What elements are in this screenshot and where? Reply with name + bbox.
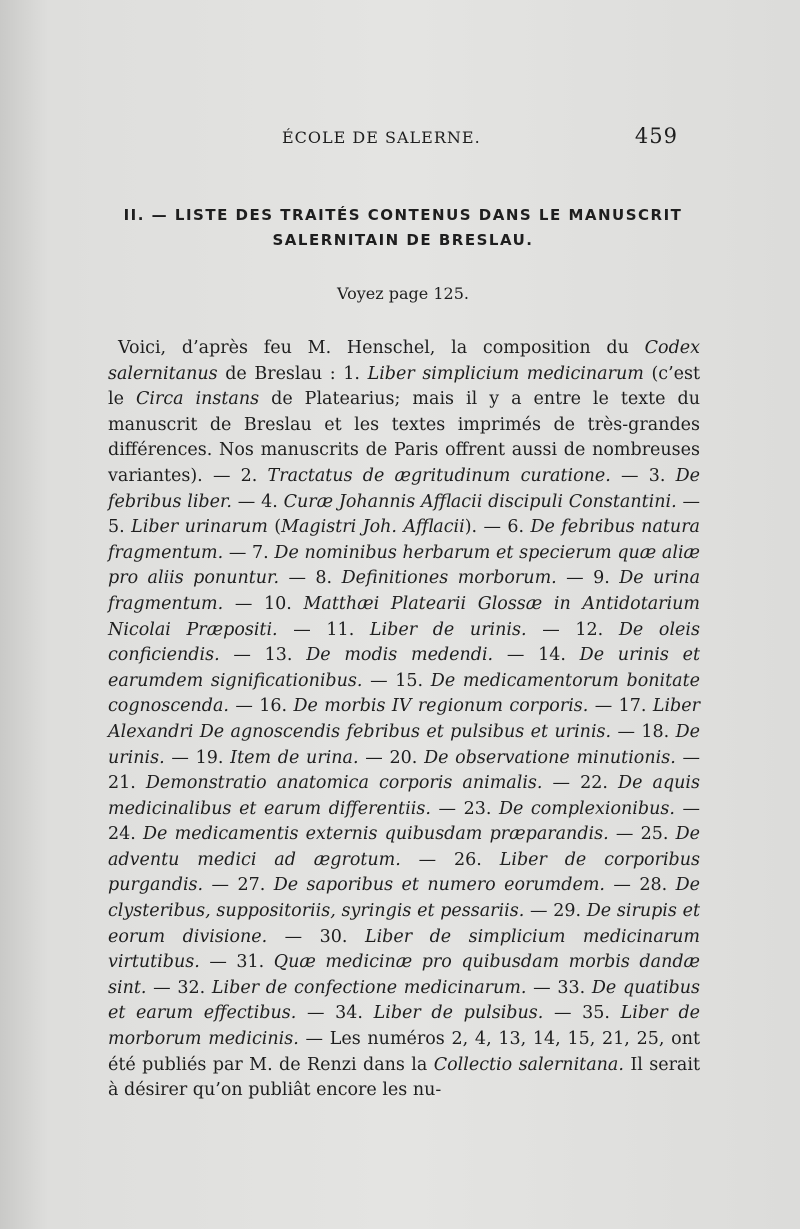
italic-title-segment: Codex salernitanus bbox=[108, 338, 700, 384]
italic-title-segment: De sirupis et eorum divisione. bbox=[108, 901, 700, 947]
text-segment: — 34. bbox=[296, 1003, 374, 1024]
text-segment: — 21. bbox=[108, 747, 700, 794]
text-segment: — 24. bbox=[108, 798, 700, 845]
section-title-line-1: II. — LISTE DES TRAITÉS CONTENUS DANS LE MANUSCRIT bbox=[123, 206, 683, 224]
text-segment: — 23. bbox=[430, 798, 499, 819]
italic-title-segment: De medicamentorum bonitate cognoscenda. bbox=[108, 670, 700, 717]
italic-title-segment: De adventu medici ad ægrotum. bbox=[108, 824, 700, 870]
text-segment: — 8. bbox=[279, 568, 342, 589]
text-segment: — 32. bbox=[146, 977, 212, 998]
text-segment: — 27. bbox=[203, 875, 274, 896]
text-segment: Il serait à désirer qu’on publiât encore les nu- bbox=[108, 1054, 700, 1101]
text-segment: — 26. bbox=[400, 849, 500, 870]
italic-title-segment: Collectio salernitana. bbox=[433, 1054, 624, 1075]
text-segment: — 14. bbox=[493, 645, 580, 666]
italic-title-segment: De clysteribus, suppositoriis, syringis et pessariis. bbox=[108, 875, 700, 922]
text-segment: — 19. bbox=[164, 747, 231, 768]
text-segment: — 22. bbox=[542, 773, 619, 794]
text-segment: — 17. bbox=[588, 696, 653, 717]
italic-title-segment: Liber de simplicium medicinarum virtutibus. bbox=[108, 926, 700, 973]
italic-title-segment: De urinis et earumdem significationibus. bbox=[108, 645, 700, 691]
text-segment: de Platearius; mais il y a entre le texte du manuscrit de Breslau et les textes imprimés de très-grandes différences. Nos manuscrits de Paris offrent aussi de nombreuses variantes). — 2. bbox=[108, 389, 700, 486]
text-segment: — 13. bbox=[219, 645, 307, 666]
body-paragraph bbox=[108, 336, 700, 1104]
italic-title-segment: Liber de confectione medicinarum. bbox=[211, 977, 527, 998]
italic-title-segment: De oleis conficiendis. bbox=[108, 619, 700, 666]
text-segment: Voici, d’après feu M. Henschel, la composition du bbox=[118, 338, 645, 358]
italic-title-segment: De saporibus et numero eorumdem. bbox=[273, 875, 605, 896]
text-segment: — Les numéros 2, 4, 13, 14, 15, 21, 25, ont été publiés par M. de Renzi dans la bbox=[108, 1029, 700, 1075]
italic-title-segment: Circa instans bbox=[135, 389, 260, 410]
italic-title-segment: De morbis IV regionum corporis. bbox=[293, 696, 589, 717]
italic-title-segment: Liber Alexandri De agnoscendis febribus et pulsibus et urinis. bbox=[108, 696, 700, 742]
italic-title-segment: Liber urinarum bbox=[131, 517, 268, 538]
text-segment: — 18. bbox=[611, 721, 676, 742]
italic-title-segment: Magistri Joh. Afflacii bbox=[281, 517, 465, 538]
italic-title-segment: De nominibus herbarum et specierum quæ aliæ pro aliis ponuntur. bbox=[108, 542, 700, 589]
italic-title-segment: Liber de urinis. bbox=[369, 619, 527, 640]
section-title bbox=[108, 203, 698, 253]
italic-title-segment: Liber de pulsibus. bbox=[373, 1003, 544, 1024]
text-segment: — 31. bbox=[199, 952, 274, 973]
text-segment: — 35. bbox=[543, 1003, 621, 1024]
text-segment: — 29. bbox=[524, 901, 587, 922]
italic-title-segment: Liber simplicium medicinarum bbox=[367, 363, 644, 384]
text-segment: — 20. bbox=[358, 747, 425, 768]
text-segment: ( bbox=[267, 517, 282, 538]
text-segment: — 4. bbox=[232, 491, 284, 512]
text-segment: — 16. bbox=[228, 696, 294, 717]
running-title: ÉCOLE DE SALERNE. bbox=[282, 128, 481, 147]
text-segment: (c’est le bbox=[108, 363, 700, 410]
italic-title-segment: De medicamentis externis quibusdam præparandis. bbox=[143, 824, 609, 845]
italic-title-segment: De observatione minutionis. bbox=[424, 747, 676, 768]
text-segment: — 30. bbox=[267, 926, 365, 947]
text-segment: — 10. bbox=[223, 593, 304, 614]
text-segment: — 5. bbox=[108, 491, 700, 538]
text-segment: — 12. bbox=[526, 619, 619, 640]
italic-title-segment: Definitiones morborum. bbox=[341, 568, 557, 589]
body-text bbox=[108, 336, 700, 1104]
text-segment: ). — 6. bbox=[464, 517, 531, 538]
italic-title-segment: De quatibus et earum effectibus. bbox=[108, 977, 700, 1024]
italic-title-segment: De modis medendi. bbox=[306, 645, 494, 666]
text-segment: — 11. bbox=[277, 619, 370, 640]
text-segment: — 15. bbox=[362, 670, 431, 691]
italic-title-segment: Curæ Johannis Afflacii discipuli Constantini. bbox=[283, 491, 677, 512]
italic-title-segment: Item de urina. bbox=[230, 747, 359, 768]
italic-title-segment: Matthæi Platearii Glossæ in Antidotarium Nicolai Præpositi. bbox=[108, 593, 700, 640]
italic-title-segment: Quæ medicinæ pro quibusdam morbis dandæ sint. bbox=[108, 952, 700, 998]
text-segment: — 28. bbox=[604, 875, 676, 896]
italic-title-segment: De aquis medicinalibus et earum differentiis. bbox=[108, 773, 700, 819]
text-segment: — 9. bbox=[556, 568, 620, 589]
italic-title-segment: Liber de morborum medicinis. bbox=[108, 1003, 701, 1050]
italic-title-segment: De urina fragmentum. bbox=[108, 568, 701, 614]
italic-title-segment: Demonstratio anatomica corporis animalis. bbox=[145, 773, 543, 794]
italic-title-segment: De febribus liber. bbox=[108, 465, 700, 512]
italic-title-segment: De febribus natura fragmentum. bbox=[108, 517, 700, 563]
italic-title-segment: Liber de corporibus purgandis. bbox=[108, 849, 701, 896]
text-segment: — 7. bbox=[223, 542, 275, 563]
section-subtitle: Voyez page 125. bbox=[337, 284, 469, 303]
section-title-line-2: SALERNITAIN DE BRESLAU. bbox=[272, 231, 534, 249]
italic-title-segment: De complexionibus. bbox=[498, 798, 675, 819]
italic-title-segment: De urinis. bbox=[108, 721, 700, 768]
text-segment: de Breslau : 1. bbox=[217, 363, 368, 384]
text-segment: — 25. bbox=[608, 824, 676, 845]
italic-title-segment: Tractatus de ægritudinum curatione. bbox=[267, 465, 611, 486]
text-segment: — 3. bbox=[610, 465, 676, 486]
page-number: 459 bbox=[634, 124, 678, 148]
text-segment: — 33. bbox=[526, 977, 592, 998]
